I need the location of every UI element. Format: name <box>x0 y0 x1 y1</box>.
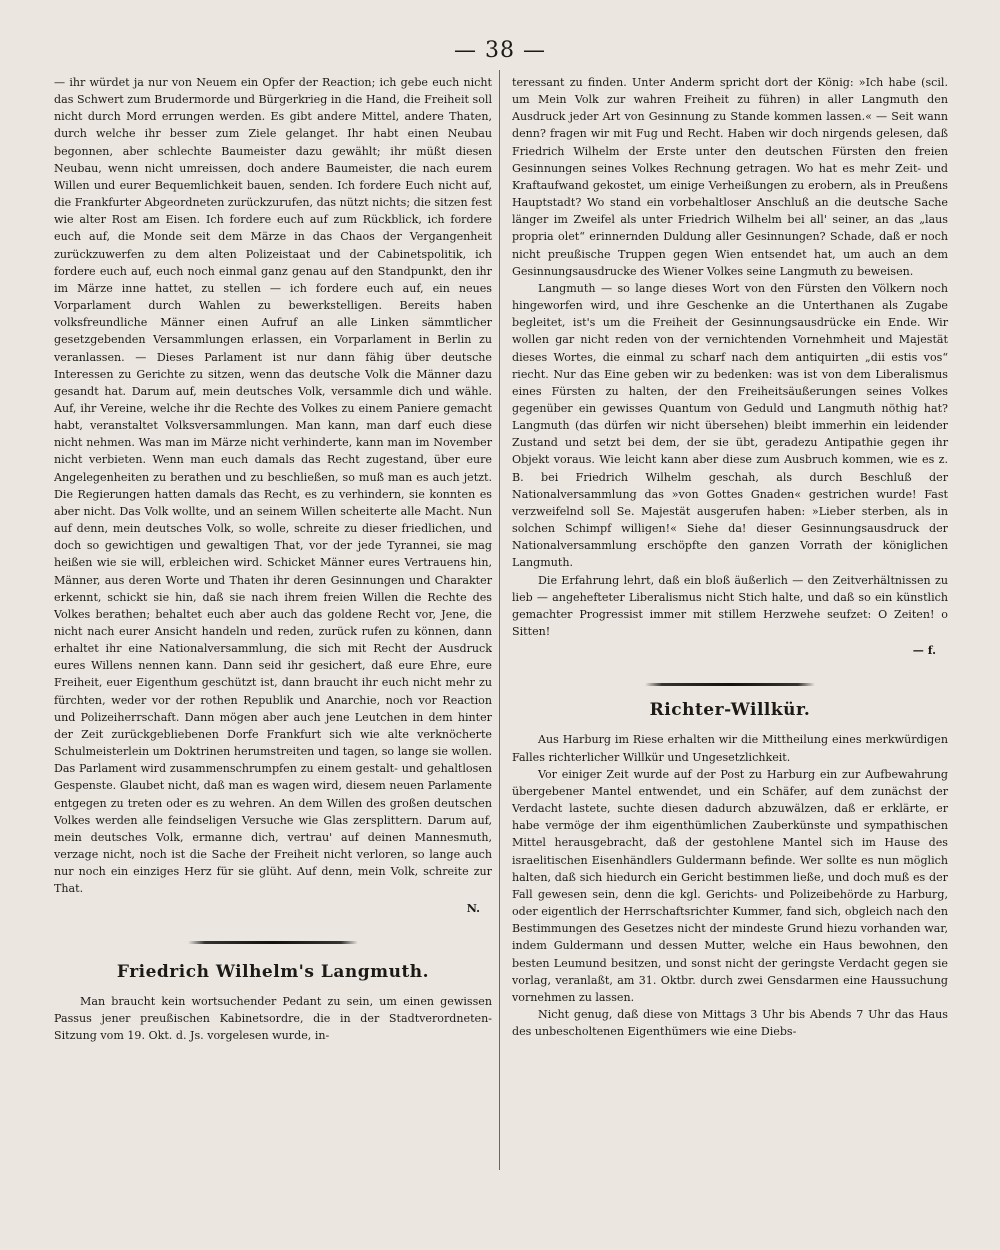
section-divider <box>645 683 815 686</box>
article-paragraph: Langmuth — so lange dieses Wort von den Fürsten den Völkern noch hingeworfen wird, und ihre Geschenke an die Unterthanen als Zugabe begleitet, ist's um die Freiheit der Gesinnungsausdrücke ein Ende. Wir wollen gar nicht reden von der vernichtenden Vornehmheit und Majestät dieses Wortes, die einmal zu scharf nach dem antiquirten „dii estis vos“ riecht. Nur das Eine geben wir zu bedenken: was ist von dem Liberalismus eines Fürsten zu halten, der den Freiheitsäußerungen seines Volkes gegenüber ein gewisses Quantum von Geduld und Langmuth nöthig hat? Langmuth (das dürfen wir nicht übersehen) bleibt immerhin ein leidender Zustand und setzt bei dem, der sie übt, geradezu Antipathie gegen ihr Objekt voraus. Wie leicht kann aber diese zum Ausbruch kommen, wie es z. B. bei Friedrich Wilhelm geschah, als durch Beschluß der Nationalversammlung das »von Gottes Gnaden« gestrichen wurde! Fast verzweifelnd soll Se. Majestät ausgerufen haben: »Lieber sterben, als in solchen Schimpf willigen!« Siehe da! dieser Gesinnungsausdruck der Nationalversammlung erschöpfte den ganzen Vorrath der königlichen Langmuth. <box>512 281 948 570</box>
article-paragraph: — ihr würdet ja nur von Neuem ein Opfer der Reaction; ich gebe euch nicht das Schwert zum Brudermorde und Bürgerkrieg in die Hand, die Freiheit soll nicht durch Mord errungen werden. Es gibt andere Mittel, andere Thaten, durch welche ihr besser zum Ziele gelanget. Ihr habt einen Neubau begonnen, aber schlechte Baumeister dazu gewählt; ihr müßt diesen Neubau, wenn nicht umreissen, doch andere Baumeister, die nach eurem Willen und eurer Bequemlichkeit bauen, senden. Ich fordere Euch nicht auf, die Frankfurter Abgeordneten zurückzurufen, das nützt nichts; die sitzen fest wie alter Rost am Eisen. Ich fordere euch auf zum Rückblick, ich fordere euch auf, die Monde seit dem Märze in das Chaos der Vergangenheit zurückzuwerfen zu dem alten Polizeistaat und der Cabinetspolitik, ich fordere euch auf, euch noch einmal ganz genau auf den Standpunkt, den ihr im Märze inne hattet, zu stellen — ich fordere euch auf, ein neues Vorparlament durch Wahlen zu bewerkstelligen. Bereits haben volksfreundliche Männer einen Aufruf an alle Linken sämmtlicher gesetzgebenden Versammlungen erlassen, ein Vorparlament in Berlin zu veranlassen. — Dieses Parlament ist nur dann fähig über deutsche Interessen zu Gerichte zu sitzen, wenn das deutsche Volk die Männer dazu gesandt hat. Darum auf, mein deutsches Volk, versammle dich und wähle. Auf, ihr Vereine, welche ihr die Rechte des Volkes zu einem Paniere gemacht habt, veranstaltet Volksversammlungen. Man kann, man darf euch diese nicht nehmen. Was man im Märze nicht verhinderte, kann man im November nicht verbieten. Wenn man euch damals das Recht zugestand, über eure Angelegenheiten zu berathen und zu beschließen, so muß man es auch jetzt. Die Regierungen hatten damals das Recht, es zu verhindern, sie konnten es aber nicht. Das Volk wollte, und an seinem Willen scheiterte alle Macht. Nun auf denn, mein deutsches Volk, so wolle, schreite zu dieser friedlichen, und doch so gewichtigen und gewaltigen That, vor der jede Tyrannei, sie mag heißen wie sie will, erbleichen wird. Schicket Männer eures Vertrauens hin, Männer, aus deren Worte und Thaten ihr deren Gesinnungen und Charakter erkennt, schickt sie hin, daß sie nach ihrem freien Willen die Rechte des Volkes berathen; behaltet euch aber auch das goldene Recht vor, Jene, die nicht nach eurer Ansicht handeln und reden, zurück rufen zu können, dann erhaltet ihr eine Nationalversammlung, die sich mit Recht der Ausdruck eures Willens nennen kann. Dann seid ihr gesichert, daß eure Ehre, eure Freiheit, euer Eigenthum geschützt ist, dann braucht ihr euch nicht mehr zu fürchten, weder vor der rothen Republik und Anarchie, noch vor Reaction und Polizeiherrschaft. Dann mögen aber auch jene Leutchen in dem hinter der Zeit zurückgebliebenen Dorfe Frankfurt sich wie alte verknöcherte Schulmeisterlein um Doktrinen herumstreiten und tagen, so lange sie wollen. Das Parlament wird zusammenschrumpfen zu einem gestalt- und gehaltlosen Gespenste. Glaubet nicht, daß man es wagen wird, diesem neuen Parlamente entgegen zu treten oder es zu wehren. An dem Willen des großen deutschen Volkes werden alle feindseligen Versuche wie Glas zersplittern. Darum auf, mein deutsches Volk, ermanne dich, vertrau' auf deinen Mannesmuth, verzage nicht, noch ist die Sache der Freiheit nicht verloren, so lange auch nur noch ein einziges Herz für sie glüht. Auf denn, mein Volk, schreite zur That. <box>54 76 492 896</box>
article-paragraph: Vor einiger Zeit wurde auf der Post zu Harburg ein zur Aufbewahrung übergebener Mantel entwendet, und ein Schäfer, auf dem zunächst der Verdacht lastete, suchte diesen dadurch abzuwälzen, daß er erklärte, er habe vermöge der ihm eigenthümlichen Zauberkünste und sympathischen Mittel herausgebracht, daß der gestohlene Mantel sich im Hause des israelitischen Eisenhändlers Guldermann befinde. Wer sollte es nun möglich halten, daß sich hiedurch ein Gericht bestimmen ließe, und doch muß es der Fall gewesen sein, denn die kgl. Gerichts- und Polizeibehörde zu Harburg, oder eigentlich der Herrschaftsrichter Kummer, fand sich, obgleich nach den Bestimmungen des Gesetzes nicht der mindeste Grund hiezu vorhanden war, indem Guldermann und dessen Mutter, welche ein Haus bewohnen, den besten Leumund besitzen, und sonst nicht der geringste Verdacht gegen sie vorlag, veranlaßt, am 31. Oktbr. durch zwei Gensdarmen eine Haussuchung vornehmen zu lassen. <box>512 767 948 1004</box>
right-column <box>512 74 948 1040</box>
article-heading: Richter-Willkür. <box>649 700 811 721</box>
column-rule <box>499 70 500 1170</box>
article-paragraph: Man braucht kein wortsuchender Pedant zu sein, um einen gewissen Passus jener preußischen Kabinetsordre, die in der Stadtverordneten-Sitzung vom 19. Okt. d. Js. vorgelesen wurde, in- <box>54 994 492 1043</box>
article-paragraph: teressant zu finden. Unter Anderm spricht dort der König: »Ich habe (scil. um Mein Volk zur wahren Freiheit zu führen) in aller Langmuth den Ausdruck jeder Art von Gesinnung zu Stande kommen lassen.« — Seit wann denn? fragen wir mit Fug und Recht. Haben wir doch nirgends gelesen, daß Friedrich Wilhelm der Erste unter den deutschen Fürsten den freien Gesinnungen seines Volkes Rechnung getragen. Wo hat es mehr Zeit- und Kraftaufwand gekostet, um einige Verheißungen zu erobern, als in Preußens Hauptstadt? Wo stand ein vorbehaltloser Anschluß an die deutsche Sache länger im Zweifel als unter Friedrich Wilhelm bei all' seiner, an das „laus propria olet“ erinnernden Duldung aller Gesinnungen? Schade, daß er noch nicht preußische Truppen gegen Wien entsendet hat, um auch an dem Gesinnungsausdrucke des Wiener Volkes seine Langmuth zu beweisen. <box>512 76 948 278</box>
article-paragraph: Aus Harburg im Riese erhalten wir die Mittheilung eines merkwürdigen Falles richterlicher Willkür und Ungesetzlichkeit. <box>512 733 948 764</box>
article-signature: N. <box>466 901 480 915</box>
page-number: — 38 — <box>454 38 546 63</box>
article-signature: — f. <box>912 644 936 658</box>
left-column <box>54 74 492 1044</box>
section-divider <box>188 941 358 944</box>
article-paragraph: Die Erfahrung lehrt, daß ein bloß äußerlich — den Zeitverhältnissen zu lieb — angehefteter Liberalismus nicht Stich halte, und daß so ein künstlich gemachter Progressist immer mit stillem Herzwehe seufzet: O Zeiten! o Sitten! <box>512 573 948 638</box>
article-heading: Friedrich Wilhelm's Langmuth. <box>116 961 430 982</box>
article-paragraph: Nicht genug, daß diese von Mittags 3 Uhr bis Abends 7 Uhr das Haus des unbescholtenen Eigenthümers wie eine Diebs- <box>512 1007 948 1039</box>
